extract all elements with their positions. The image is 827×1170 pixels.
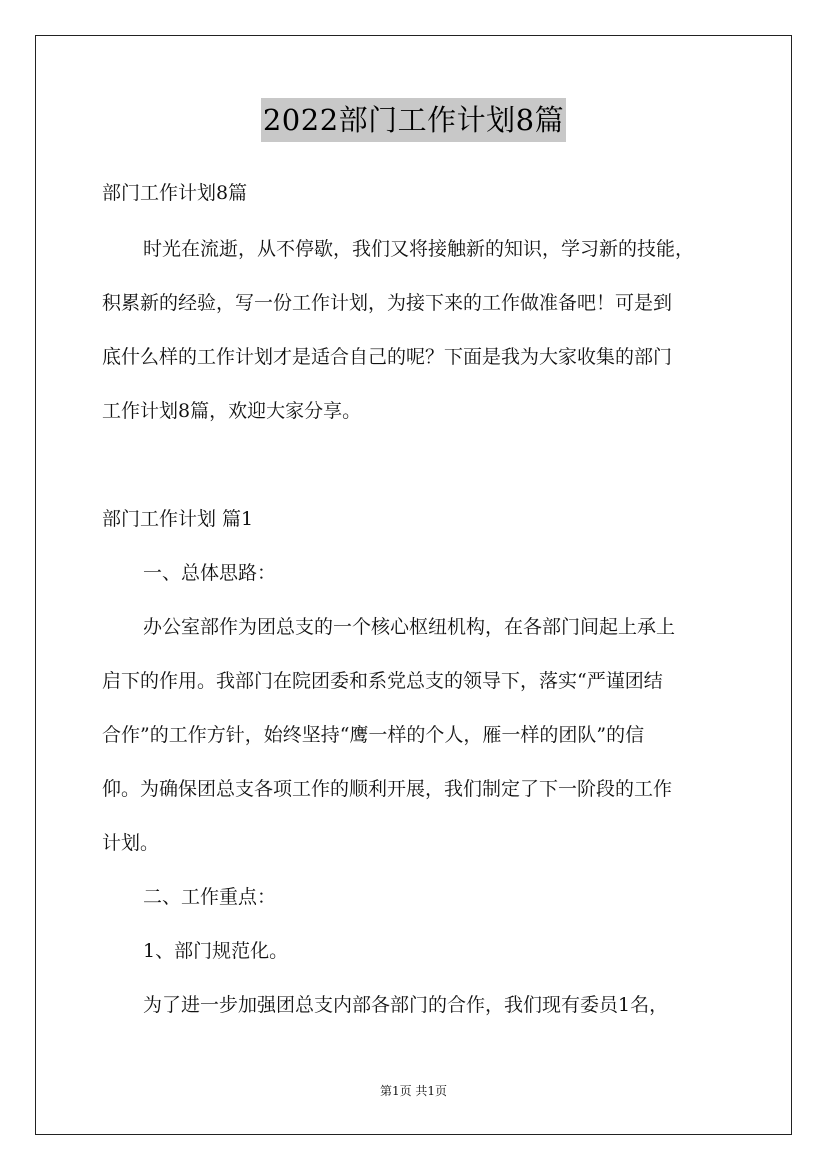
body-line-6: 为了进一步加强团总支内部各部门的合作，我们现有委员1名， [143,994,669,1016]
title-container [0,98,827,142]
body-line-1: 办公室部作为团总支的一个核心枢纽机构，在各部门间起上承上 [143,616,676,638]
body-line-4: 仰。为确保团总支各项工作的顺利开展，我们制定了下一阶段的工作 [102,778,673,800]
document-title: 2022部门工作计划8篇 [261,98,566,142]
intro-line-4: 工作计划8篇，欢迎大家分享。 [102,400,362,422]
list-item-1: 1、部门规范化。 [143,940,289,962]
body-line-5: 计划。 [102,832,160,854]
subtitle-line: 部门工作计划8篇 [102,182,248,204]
intro-line-3: 底什么样的工作计划才是适合自己的呢？下面是我为大家收集的部门 [102,346,673,368]
intro-line-1: 时光在流逝，从不停歇，我们又将接触新的知识，学习新的技能， [143,238,695,260]
body-line-2: 启下的作用。我部门在院团委和系党总支的领导下，落实“严谨团结 [102,670,663,692]
heading-overall-approach: 一、总体思路： [143,562,277,584]
heading-work-focus: 二、工作重点： [143,886,277,908]
intro-line-2: 积累新的经验，写一份工作计划，为接下来的工作做准备吧！可是到 [102,292,673,314]
body-line-3: 合作”的工作方针，始终坚持“鹰一样的个人，雁一样的团队”的信 [102,724,645,746]
page-footer: 第1页 共1页 [379,1084,448,1098]
section-heading: 部门工作计划 篇1 [102,508,254,530]
